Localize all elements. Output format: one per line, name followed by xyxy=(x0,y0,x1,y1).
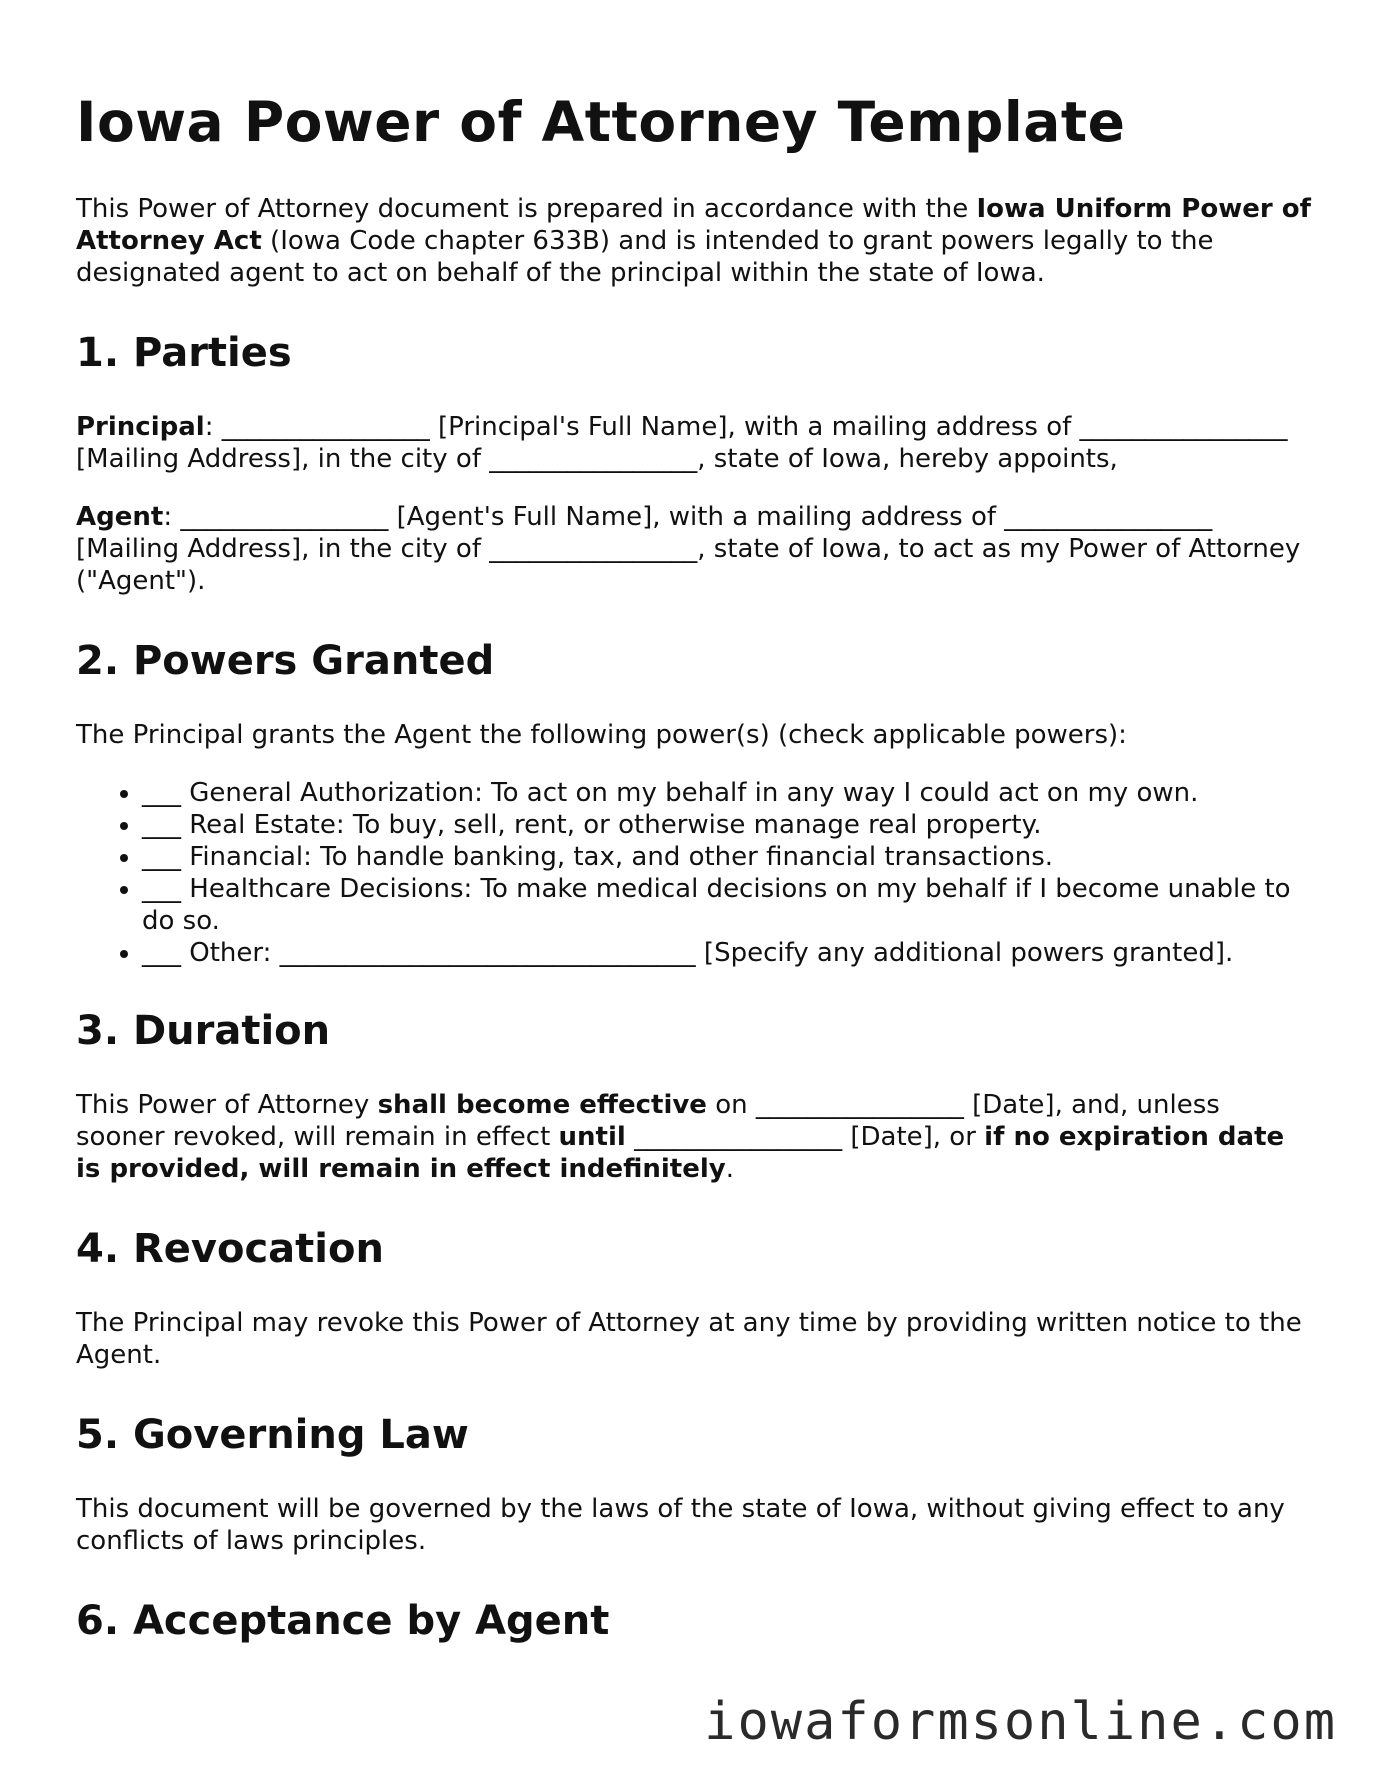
agent-paragraph xyxy=(76,501,1316,597)
site-watermark: iowaformsonline.com xyxy=(704,1692,1337,1752)
revocation-paragraph: The Principal may revoke this Power of Attorney at any time by providing written notice to the Agent. xyxy=(76,1307,1302,1370)
principal-label: Principal xyxy=(76,411,205,442)
section-heading-parties: 1. Parties xyxy=(76,329,292,376)
duration-text-4: . xyxy=(725,1153,734,1184)
duration-text-2: on ________________ [Date], and, unless sooner revoked, will remain in effect xyxy=(76,1089,1220,1152)
powers-list xyxy=(76,777,1316,969)
section-heading-duration: 3. Duration xyxy=(76,1007,331,1054)
principal-paragraph xyxy=(76,411,1316,475)
list-item: • ___ General Authorization: To act on my behalf in any way I could act on my own. xyxy=(142,777,1316,809)
duration-bold-3: if no expiration date is provided, will remain in effect indefinitely xyxy=(76,1121,1285,1184)
intro-act-name: Iowa Uniform Power of Attorney Act xyxy=(76,193,1311,256)
page-title: Iowa Power of Attorney Template xyxy=(76,90,1126,154)
principal-text: : ________________ [Principal's Full Name], with a mailing address of ________________ [Mailing Address], in the city of ________________, state of Iowa, hereby appoints, xyxy=(76,411,1288,474)
governing-law-paragraph: This document will be governed by the laws of the state of Iowa, without giving effect to any conflicts of laws principles. xyxy=(76,1493,1285,1556)
powers-lead: The Principal grants the Agent the following power(s) (check applicable powers): xyxy=(76,719,1127,750)
agent-text: : ________________ [Agent's Full Name], with a mailing address of ________________ [Mailing Address], in the city of ________________, state of Iowa, to act as my Power of Attorney ("Agent"). xyxy=(76,501,1301,596)
list-item: • ___ Healthcare Decisions: To make medical decisions on my behalf if I become unable to do so. xyxy=(142,873,1316,937)
list-item: • ___ Other: ________________________________ [Specify any additional powers granted]. xyxy=(142,937,1316,969)
duration-text-1: This Power of Attorney xyxy=(76,1089,378,1120)
document-page xyxy=(76,92,1316,1679)
intro-text-2: (Iowa Code chapter 633B) and is intended to grant powers legally to the designated agent to act on behalf of the principal within the state of Iowa. xyxy=(76,225,1214,288)
duration-text-3: ________________ [Date], or xyxy=(625,1121,985,1152)
section-heading-powers: 2. Powers Granted xyxy=(76,637,495,684)
section-heading-revocation: 4. Revocation xyxy=(76,1225,384,1272)
duration-bold-1: shall become effective xyxy=(377,1089,707,1120)
section-heading-governing-law: 5. Governing Law xyxy=(76,1411,469,1458)
intro-paragraph xyxy=(76,193,1316,289)
intro-text-1: This Power of Attorney document is prepared in accordance with the xyxy=(76,193,977,224)
duration-paragraph xyxy=(76,1089,1316,1185)
list-item: • ___ Real Estate: To buy, sell, rent, or otherwise manage real property. xyxy=(142,809,1316,841)
section-heading-acceptance: 6. Acceptance by Agent xyxy=(76,1597,610,1644)
agent-label: Agent xyxy=(76,501,164,532)
list-item: • ___ Financial: To handle banking, tax, and other financial transactions. xyxy=(142,841,1316,873)
duration-bold-2: until xyxy=(558,1121,626,1152)
